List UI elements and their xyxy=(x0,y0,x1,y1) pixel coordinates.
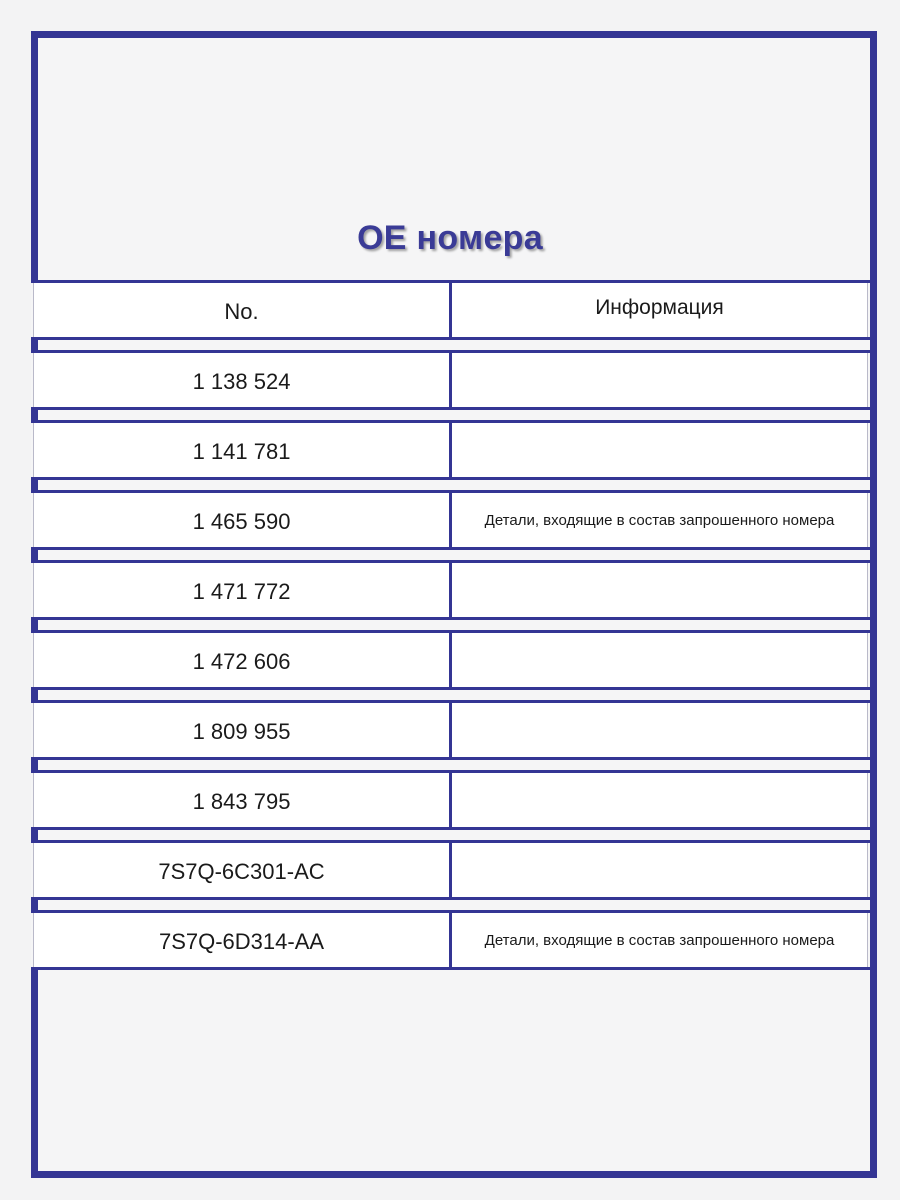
info-cell xyxy=(452,353,868,407)
table-header-row xyxy=(31,280,870,340)
oe-number-cell: 1 472 606 xyxy=(33,633,449,687)
table-row xyxy=(31,700,870,760)
table-row xyxy=(31,840,870,900)
oe-number-cell: 1 465 590 xyxy=(33,493,449,547)
table-row xyxy=(31,910,870,970)
oe-number-cell: 1 141 781 xyxy=(33,423,449,477)
page-title: OE номера xyxy=(357,219,543,257)
oe-number-cell: 1 843 795 xyxy=(33,773,449,827)
table-row xyxy=(31,630,870,690)
table-row xyxy=(31,350,870,410)
column-header-info: Информация xyxy=(452,283,868,337)
info-cell xyxy=(452,703,868,757)
info-cell xyxy=(452,773,868,827)
oe-number-cell: 7S7Q-6C301-AC xyxy=(33,843,449,897)
info-cell xyxy=(452,423,868,477)
info-cell xyxy=(452,843,868,897)
info-cell xyxy=(452,563,868,617)
table-row xyxy=(31,560,870,620)
info-cell xyxy=(452,633,868,687)
oe-number-cell: 7S7Q-6D314-AA xyxy=(33,913,449,967)
column-header-no: No. xyxy=(33,283,449,337)
oe-number-cell: 1 809 955 xyxy=(33,703,449,757)
table-row xyxy=(31,770,870,830)
oe-number-cell: 1 138 524 xyxy=(33,353,449,407)
table-row xyxy=(31,420,870,480)
table-row xyxy=(31,490,870,550)
info-cell: Детали, входящие в состав запрошенного номера xyxy=(452,913,868,967)
oe-number-cell: 1 471 772 xyxy=(33,563,449,617)
info-cell: Детали, входящие в состав запрошенного номера xyxy=(452,493,868,547)
